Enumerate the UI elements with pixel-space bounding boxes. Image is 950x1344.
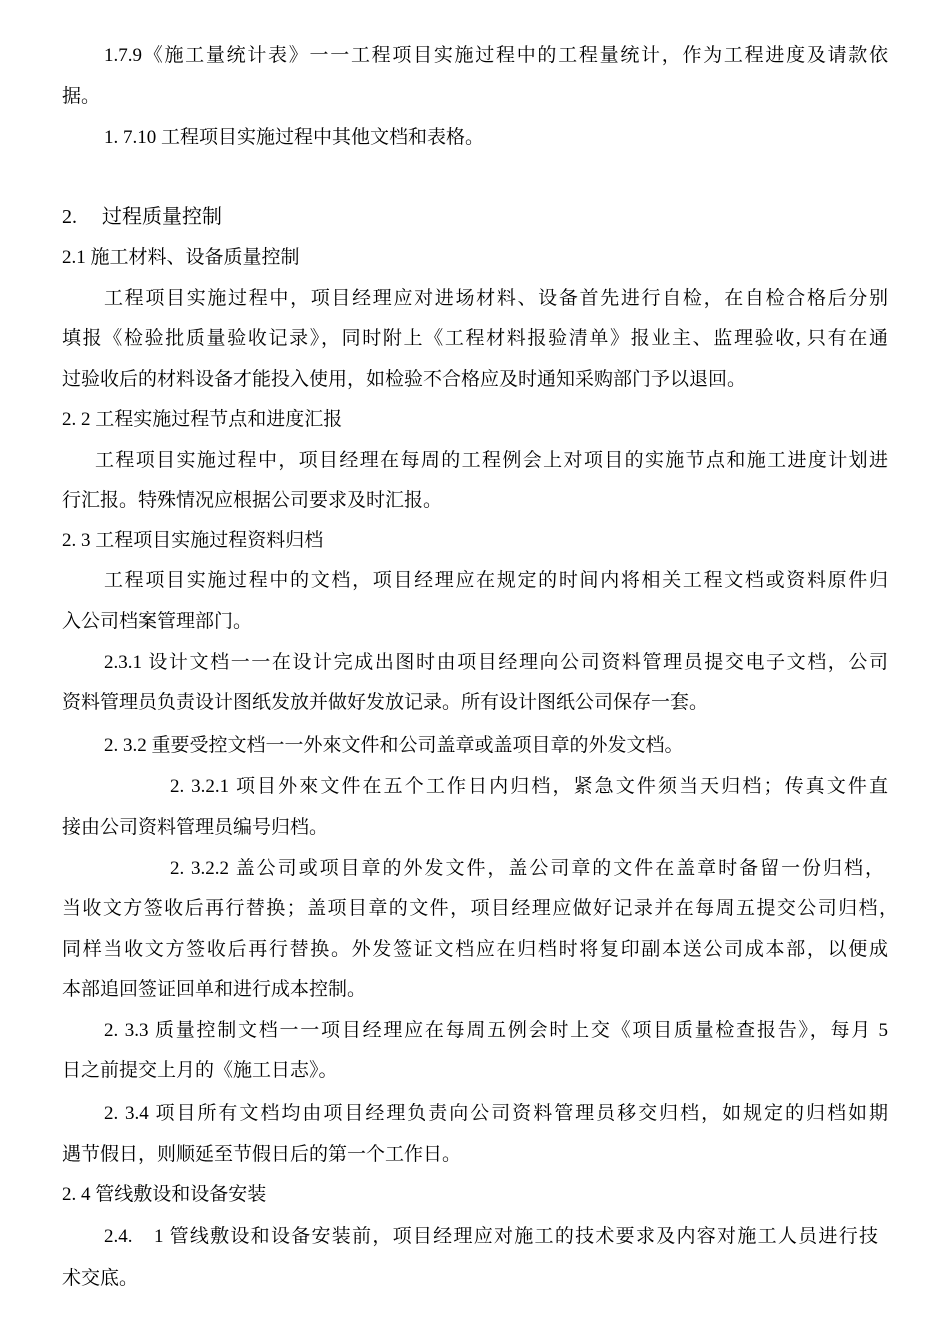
text-line: 2. 3.4 项目所有文档均由项目经理负责向公司资料管理员移交归档，如规定的归档如期 bbox=[104, 1103, 888, 1124]
text-line: 入公司档案管理部门。 bbox=[62, 611, 253, 632]
subsection-heading: 2. 4 管线敷设和设备安装 bbox=[62, 1184, 267, 1205]
text-line: 接由公司资料管理员编号归档。 bbox=[62, 817, 329, 838]
text-line: 过验收后的材料设备才能投入使用，如检验不合格应及时通知采购部门予以退回。 bbox=[62, 369, 747, 390]
text-line: 填报《检验批质量验收记录》，同时附上《工程材料报验清单》报业主、监理验收, 只有在通 bbox=[62, 328, 888, 349]
text-line: 术交底。 bbox=[62, 1268, 139, 1289]
text-line: 据。 bbox=[62, 86, 101, 107]
text-line: 2.3.1 设计文档一一在设计完成出图时由项目经理向公司资料管理员提交电子文档，公司 bbox=[104, 652, 888, 673]
text-line: 当收文方签收后再行替换；盖项目章的文件，项目经理应做好记录并在每周五提交公司归档， bbox=[62, 898, 898, 919]
text-line: 行汇报。特殊情况应根据公司要求及时汇报。 bbox=[62, 490, 443, 511]
subsection-heading: 2. 2 工程实施过程节点和进度汇报 bbox=[62, 409, 343, 430]
text-line: 2. 3.3 质量控制文档一一项目经理应在每周五例会时上交《项目质量检查报告》，每月 5 bbox=[104, 1020, 888, 1041]
text-line: 本部追回签证回单和进行成本控制。 bbox=[62, 979, 367, 1000]
text-line: 遇节假日，则顺延至节假日后的第一个工作日。 bbox=[62, 1144, 462, 1165]
text-line: 资料管理员负责设计图纸发放并做好发放记录。所有设计图纸公司保存一套。 bbox=[62, 692, 709, 713]
text-line: 2. 3.2.1 项目外來文件在五个工作日内归档，紧急文件须当天归档；传真文件直 bbox=[170, 776, 888, 797]
text-line: 日之前提交上月的《施工日志》。 bbox=[62, 1060, 338, 1081]
subsection-heading: 2. 3 工程项目实施过程资料归档 bbox=[62, 530, 324, 551]
text-line: 工程项目实施过程中，项目经理在每周的工程例会上对项目的实施节点和施工进度计划进 bbox=[95, 450, 888, 471]
text-line: 工程项目实施过程中的文档，项目经理应在规定的时间内将相关工程文档或资料原件归 bbox=[104, 570, 888, 591]
text-line: 1.7.9《施工量统计表》一一工程项目实施过程中的工程量统计，作为工程进度及请款依 bbox=[104, 45, 888, 66]
text-line: 2. 3.2.2 盖公司或项目章的外发文件，盖公司章的文件在盖章时备留一份归档， bbox=[170, 858, 884, 879]
text-line: 2. 3.2 重要受控文档一一外來文件和公司盖章或盖项目章的外发文档。 bbox=[104, 735, 684, 756]
text-line: 2.4. 1 管线敷设和设备安装前，项目经理应对施工的技术要求及内容对施工人员进行技 bbox=[104, 1226, 878, 1247]
section-heading: 2. 过程质量控制 bbox=[62, 206, 222, 228]
text-line: 1. 7.10 工程项目实施过程中其他文档和表格。 bbox=[104, 127, 485, 148]
text-line: 工程项目实施过程中，项目经理应对进场材料、设备首先进行自检，在自检合格后分别 bbox=[104, 288, 888, 309]
text-line: 同样当收文方签收后再行替换。外发签证文档应在归档时将复印副本送公司成本部，以便成 bbox=[62, 939, 888, 960]
subsection-heading: 2.1 施工材料、设备质量控制 bbox=[62, 247, 300, 268]
